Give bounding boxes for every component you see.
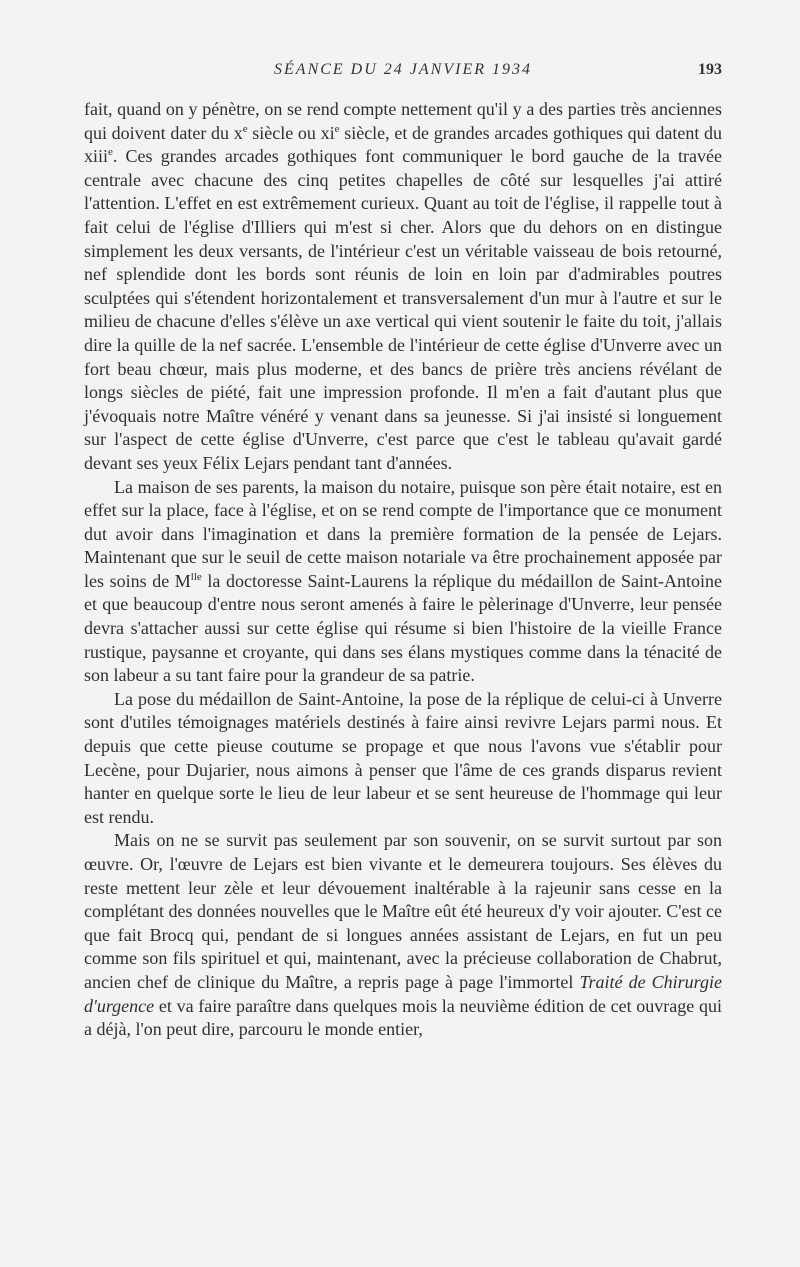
paragraph-4-text-a: Mais on ne se survit pas seulement par son souvenir, on se survit surtout par son œuvre. Or, l'œuvre de Lejars est bien vivante et le demeurera toujours. Ses élèves du reste mettent leur zèle et leur dévouement inaltérable à la rajeunir sans cesse en la complétant des données nouvelles que le Maître eût été heureux d'y voir ajouter. C'est ce que fait Brocq qui, pendant de si longues années assistant de Lejars, en fut un peu comme son fils spirituel et qui, maintenant, avec la précieuse collaboration de Chabrut, ancien chef de clinique du Maître, a repris page à page l'immortel <box>84 830 722 992</box>
paragraph-2-text-b: la doctoresse Saint-Laurens la réplique du médaillon de Saint-Antoine et que beaucoup d'entre nous seront amenés à faire le pèlerinage d'Unverre, leur pensée devra s'attacher aussi sur cette église qui résume si bien l'histoire de la vieille France rustique, paysanne et croyante, qui dans ses élans mystiques comme dans la ténacité de son labeur a su tant faire pour la grandeur de sa patrie. <box>84 570 723 686</box>
running-title: SÉANCE DU 24 JANVIER 1934 <box>274 61 532 78</box>
paragraph-4 <box>84 829 722 1041</box>
paragraph-2-text-a: La maison de ses parents, la maison du notaire, puisque son père était notaire, est en effet sur la place, face à l'église, et on se rend compte de l'importance que ce monument dut avoir dans l'imagination et dans la première formation de la pensée de Lejars. Maintenant que sur le seuil de cette maison notariale va être prochainement apposée par les soins de M <box>84 476 722 591</box>
superscript-e: e <box>334 122 340 135</box>
running-head <box>84 61 722 85</box>
paragraph-1-text-d: . Ces grandes arcades gothiques font communiquer le bord gauche de la travée centrale avec chacune des cinq petites chapelles de côté sur lesquelles j'ai attiré l'attention. L'effet en est extrêmement curieux. Quant au toit de l'église, il rappelle tout à fait celui de l'église d'Illiers qui m'est si cher. Alors que du dehors on en distingue simplement les deux versants, de l'intérieur c'est un véritable vaisseau de bois retourné, nef splendide dont les bords sont réunis de loin en loin par d'admirables poutres sculptées qui s'étendent horizontalement et transversalement d'un mur à l'autre et sur le milieu de chacune d'elles s'élève un axe vertical qui vient soutenir le faite du toit, j'allais dire la quille de la nef sacrée. L'ensemble de l'intérieur de cette église d'Unverre avec un fort beau chœur, mais plus moderne, et des bancs de prière très anciens révélant de longs siècles de piété, fait une impression profonde. Il m'en a fait d'autant plus que j'évoquais notre Maître vénéré y venant dans sa jeunesse. Si j'ai insisté si longuement sur l'aspect de cette église d'Unverre, c'est parce que c'est le tableau qu'avait gardé devant ses yeux Félix Lejars pendant tant d'années. <box>84 146 722 473</box>
paragraph-3 <box>84 688 722 830</box>
paragraph-3-text-a: La pose du médaillon de Saint-Antoine, la pose de la réplique de celui-ci à Unverre sont d'utiles témoignages matériels destinés à faire ainsi revivre Lejars parmi nous. Et depuis que cette pieuse coutume se propage et que nous l'avons vue s'établir pour Lecène, pour Dujarier, nous aimons à penser que l'âme de ces grands disparus revient hanter en quelque sorte le lieu de leur labeur et se sent heureuse de l'hommage qui leur est rendu. <box>84 688 722 827</box>
page-number: 193 <box>698 61 722 78</box>
superscript-e: e <box>242 122 248 135</box>
superscript-e: e <box>108 146 113 159</box>
paragraph-1-text-c: siècle, et de grandes arcades gothiques qui datent du xiii <box>84 122 723 167</box>
book-title: Traité de Chirurgie d'urgence <box>84 971 723 1016</box>
paragraph-4-text-b: et va faire paraître dans quelques mois la neuvième édition de cet ouvrage qui a déjà, l'on peut dire, parcouru le monde entier, <box>84 995 722 1040</box>
body-text <box>84 98 722 1042</box>
paragraph-2 <box>84 476 722 688</box>
paragraph-1-text-a: fait, quand on y pénètre, on se rend compte nettement qu'il y a des parties très anciennes qui doivent dater du x <box>84 99 722 143</box>
paragraph-1-text-b: siècle ou xi <box>247 122 335 143</box>
superscript-lle: lle <box>190 570 202 583</box>
paragraph-1 <box>84 98 722 476</box>
